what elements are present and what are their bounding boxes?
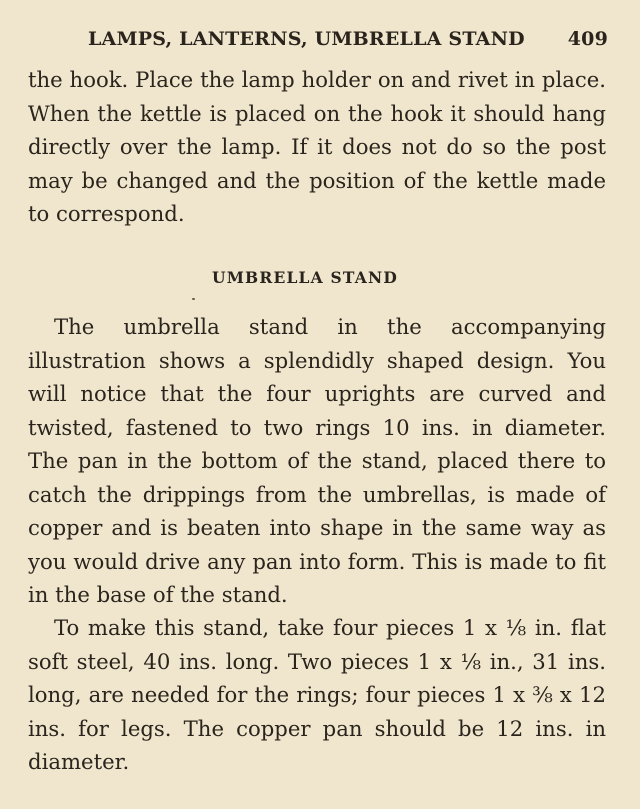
running-header <box>88 28 608 54</box>
print-speck <box>192 298 195 300</box>
body-paragraph-materials: To make this stand, take four pieces 1 x ⅛ in. flat soft steel, 40 ins. long. Two pieces 1 x ⅛ in., 31 ins. long, are needed for the rings; four pieces 1 x ⅜ x 12 ins. for legs. The copper pan should be 12 ins. in diameter. <box>28 615 606 774</box>
page-number: 409 <box>567 28 608 50</box>
running-title: LAMPS, LANTERNS, UMBRELLA STAND <box>88 28 525 50</box>
section-heading: UMBRELLA STAND <box>211 268 398 287</box>
body-paragraph-continued: the hook. Place the lamp holder on and rivet in place. When the kettle is placed on the hook it should hang directly over the lamp. If it does not do so the post may be changed and the position of the kettle made to correspond. <box>28 67 606 226</box>
body-paragraph-intro: The umbrella stand in the accompanying illustration shows a splendidly shaped design. You will notice that the four uprights are curved and twisted, fastened to two rings 10 ins. in diameter. The pan in the bottom of the stand, placed there to catch the drippings from the umbrellas, is made of copper and is beaten into shape in the same way as you would drive any pan into form. This is made to fit in the base of the stand. <box>28 314 606 607</box>
